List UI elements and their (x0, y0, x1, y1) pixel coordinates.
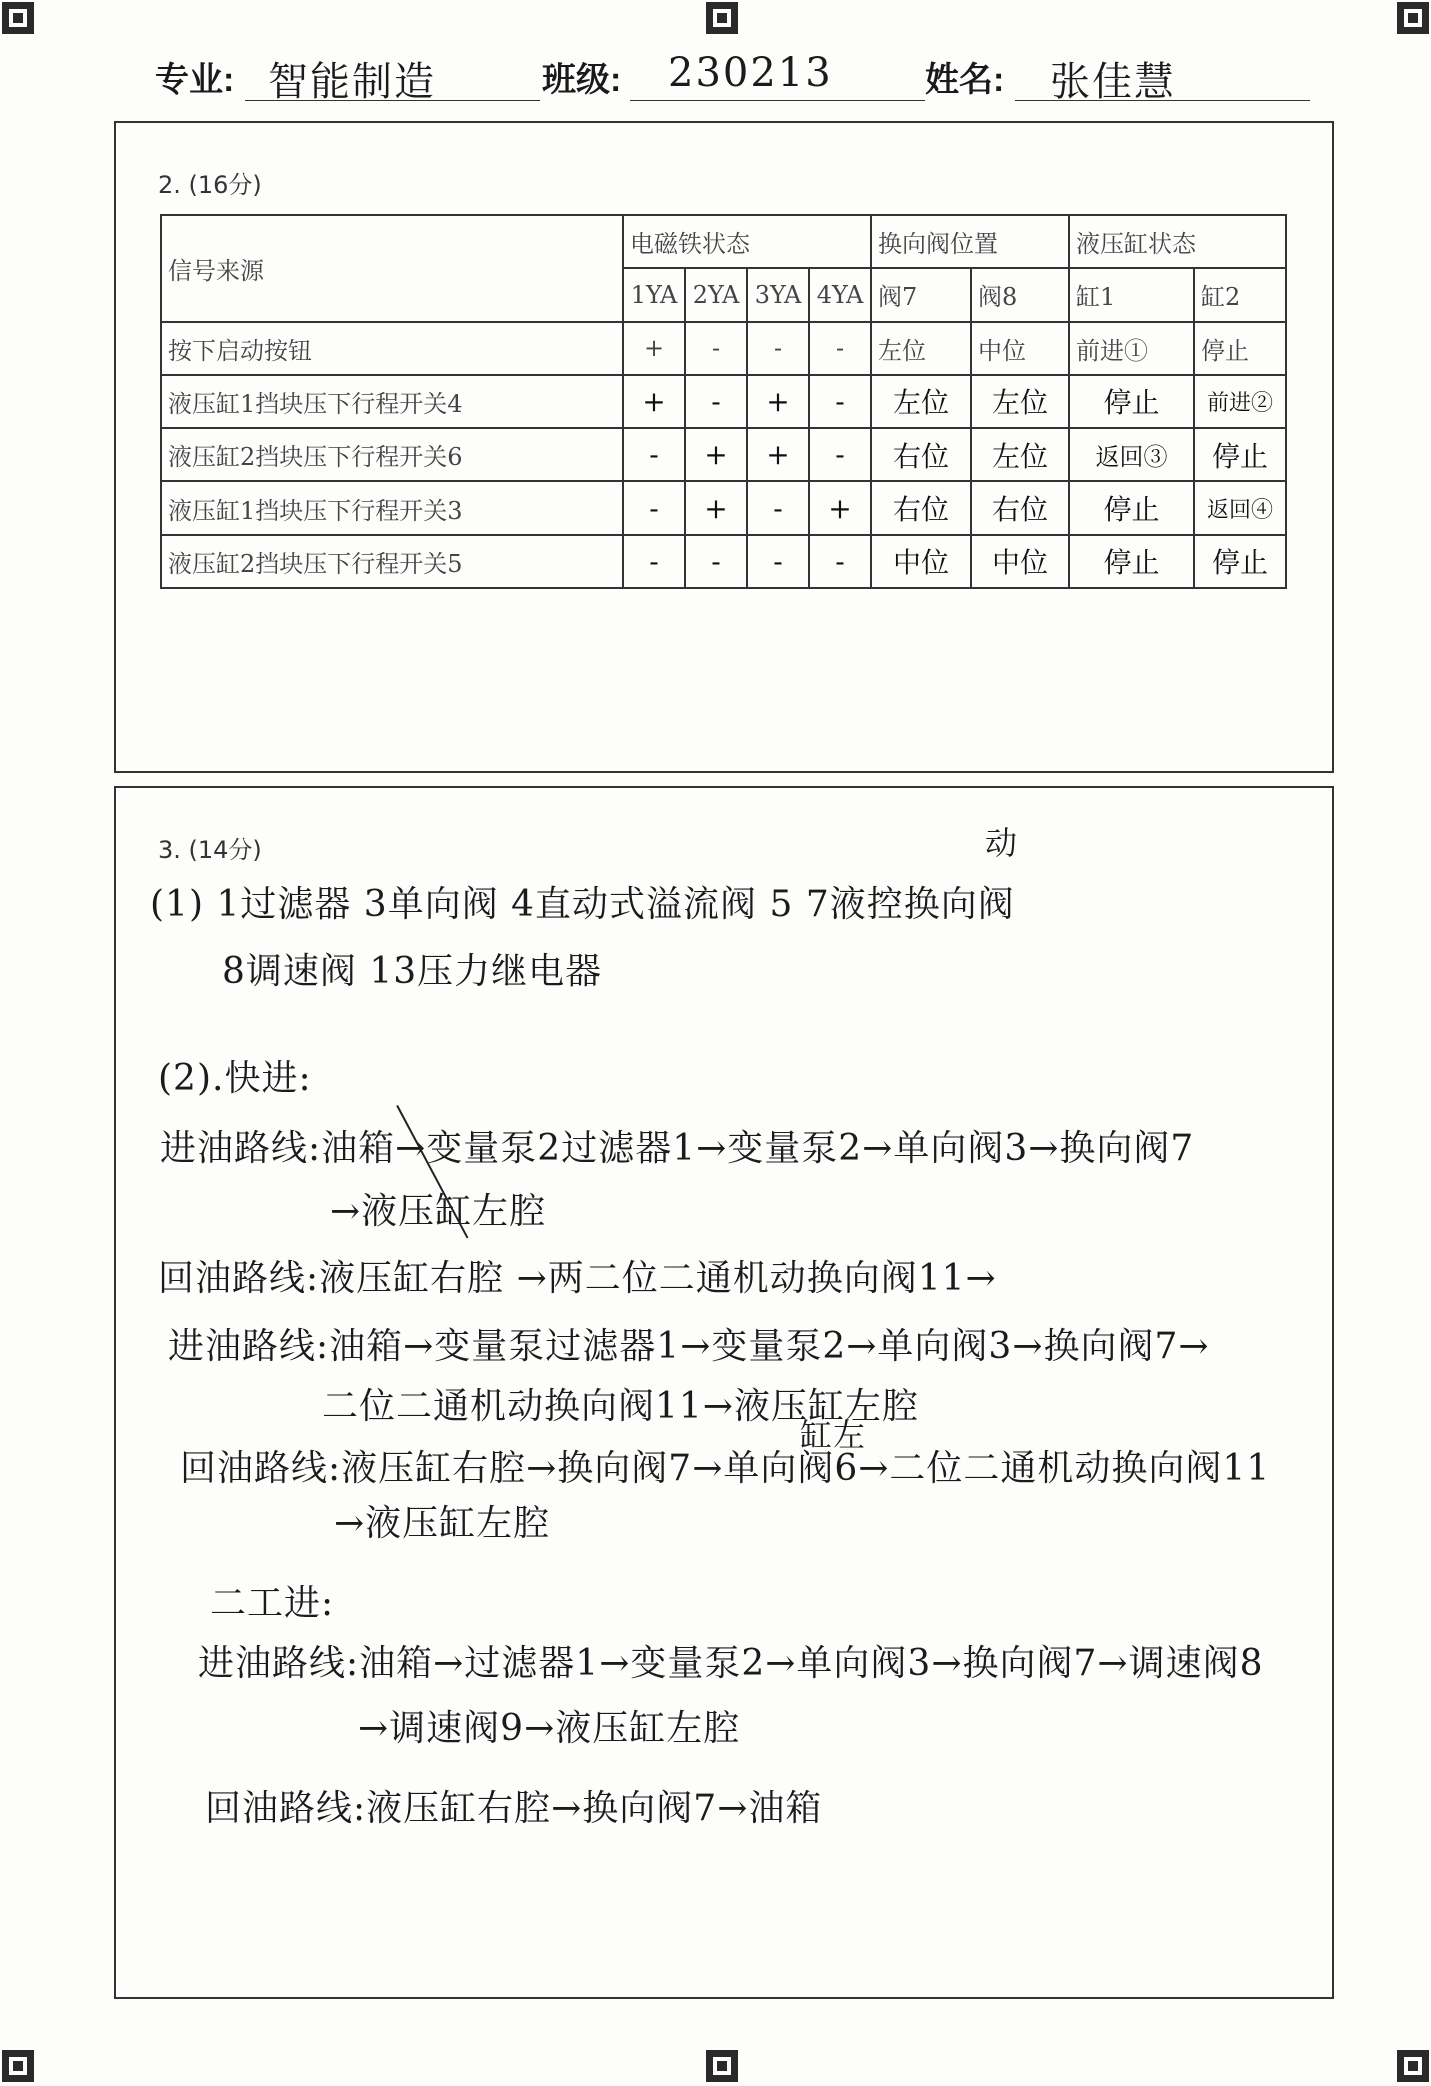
table-cell: - (685, 375, 747, 428)
registration-mark-top-left (2, 2, 34, 34)
table-cell: + (685, 428, 747, 481)
major-label: 专业: (155, 61, 235, 99)
table-cell: - (809, 375, 871, 428)
table-cell: 停止 (1194, 535, 1286, 588)
subheader-3ya: 3YA (747, 268, 809, 321)
answer-line: →调速阀9→液压缸左腔 (358, 1708, 741, 1749)
table-cell: - (809, 322, 871, 375)
answer-line: 进油路线:油箱→变量泵过滤器1→变量泵2→单向阀3→换向阀7→ (168, 1326, 1210, 1367)
table-cell: - (685, 322, 747, 375)
table-cell: 停止 (1069, 375, 1194, 428)
subheader-valve-8: 阀8 (971, 268, 1069, 321)
table-cell: 左位 (871, 322, 971, 375)
row-source: 按下启动按钮 (161, 322, 623, 375)
name-value: 张佳慧 (1050, 59, 1176, 105)
table-cell: 左位 (871, 375, 971, 428)
row-source: 液压缸2挡块压下行程开关6 (161, 428, 623, 481)
table-cell: + (623, 322, 685, 375)
table-cell: - (623, 428, 685, 481)
answer-line: 回油路线:液压缸右腔→换向阀7→油箱 (205, 1788, 823, 1829)
table-cell: 返回③ (1069, 428, 1194, 481)
table-cell: 前进② (1194, 375, 1286, 428)
table-row (161, 375, 1286, 428)
table-cell: 停止 (1194, 322, 1286, 375)
table-cell: 返回④ (1194, 481, 1286, 534)
table-cell: 左位 (971, 428, 1069, 481)
answer-line: 回油路线:液压缸右腔 →两二位二通机动换向阀11→ (158, 1258, 997, 1299)
class-label: 班级: (542, 61, 622, 99)
registration-mark-bottom-left (2, 2050, 34, 2082)
table-row (161, 428, 1286, 481)
answer-line: 回油路线:液压缸右腔→换向阀7→单向阀6→二位二通机动换向阀11 (180, 1448, 1271, 1489)
table-cell: 右位 (871, 428, 971, 481)
name-label: 姓名: (925, 61, 1005, 99)
table-cell: - (747, 481, 809, 534)
registration-mark-bottom-center (706, 2050, 738, 2082)
table-cell: 右位 (971, 481, 1069, 534)
table-cell: 右位 (871, 481, 971, 534)
table-cell: + (623, 375, 685, 428)
table-cell: - (623, 535, 685, 588)
answer-line: 8调速阀 13压力继电器 (222, 951, 603, 992)
table-cell: + (747, 428, 809, 481)
subheader-cylinder-2: 缸2 (1194, 268, 1286, 321)
table-row (161, 535, 1286, 588)
subheader-1ya: 1YA (623, 268, 685, 321)
subheader-cylinder-1: 缸1 (1069, 268, 1194, 321)
major-value: 智能制造 (268, 59, 436, 105)
class-value: 230213 (668, 50, 833, 96)
header-solenoid-state: 电磁铁状态 (623, 215, 871, 268)
row-source: 液压缸2挡块压下行程开关5 (161, 535, 623, 588)
answer-line: (2).快进: (158, 1058, 312, 1099)
table-cell: + (747, 375, 809, 428)
subheader-valve-7: 阀7 (871, 268, 971, 321)
table-cell: 中位 (971, 535, 1069, 588)
class-underline (630, 100, 925, 101)
table-cell: + (685, 481, 747, 534)
subheader-4ya: 4YA (809, 268, 871, 321)
answer-line: 二位二通机动换向阀11→液压缸左腔 (322, 1386, 919, 1427)
table-cell: 停止 (1069, 535, 1194, 588)
table-cell: 前进① (1069, 322, 1194, 375)
table-row (161, 322, 1286, 375)
row-source: 液压缸1挡块压下行程开关3 (161, 481, 623, 534)
answer-line: →液压缸左腔 (334, 1503, 551, 1544)
header-cylinder-state: 液压缸状态 (1069, 215, 1286, 268)
registration-mark-bottom-right (1397, 2050, 1429, 2082)
table-cell: - (623, 481, 685, 534)
answer-line: (1) 1过滤器 3单向阀 4直动式溢流阀 5 7液控换向阀 (150, 884, 1015, 925)
table-cell: - (809, 428, 871, 481)
answer-line: 二工进: (210, 1583, 335, 1624)
table-cell: 停止 (1069, 481, 1194, 534)
table-cell: 中位 (871, 535, 971, 588)
table-cell: - (809, 535, 871, 588)
table-cell: 停止 (1194, 428, 1286, 481)
table-cell: - (685, 535, 747, 588)
handwritten-insert-note: 缸左 (800, 1416, 867, 1454)
registration-mark-top-right (1397, 2, 1429, 34)
answer-line: 进油路线:油箱→过滤器1→变量泵2→单向阀3→换向阀7→调速阀8 (198, 1643, 1264, 1684)
header-valve-position: 换向阀位置 (871, 215, 1069, 268)
question-3-title: 3. (14分) (158, 836, 262, 864)
table-cell: 左位 (971, 375, 1069, 428)
header-signal-source: 信号来源 (161, 215, 623, 322)
subheader-2ya: 2YA (685, 268, 747, 321)
table-cell: - (747, 535, 809, 588)
answer-line: 进油路线:油箱→变量泵2过滤器1→变量泵2→单向阀3→换向阀7 (160, 1128, 1195, 1169)
question-2-title: 2. (16分) (158, 171, 262, 199)
row-source: 液压缸1挡块压下行程开关4 (161, 375, 623, 428)
signal-table (160, 214, 1287, 589)
registration-mark-top-center (706, 2, 738, 34)
table-cell: + (809, 481, 871, 534)
answer-line: →液压缸左腔 (330, 1191, 547, 1232)
table-cell: 中位 (971, 322, 1069, 375)
handwritten-insert-note: 动 (985, 824, 1019, 862)
table-row (161, 481, 1286, 534)
table-cell: - (747, 322, 809, 375)
